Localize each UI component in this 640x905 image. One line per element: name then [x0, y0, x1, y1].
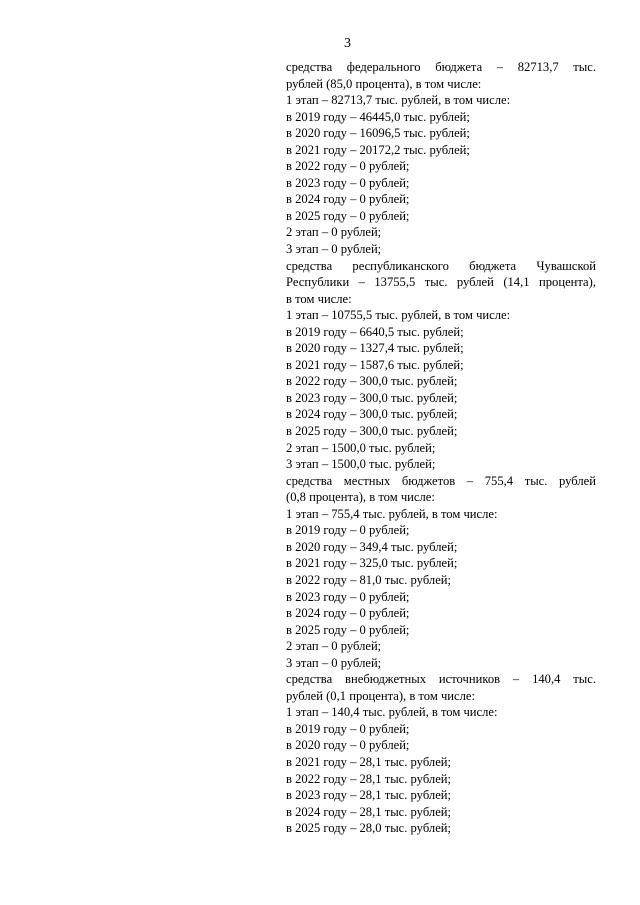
text-line: в 2020 году – 16096,5 тыс. рублей; [286, 126, 470, 141]
text-line: в 2020 году – 1327,4 тыс. рублей; [286, 341, 464, 356]
text-line: 3 этап – 1500,0 тыс. рублей; [286, 457, 436, 472]
text-line: в 2019 году – 0 рублей; [286, 523, 410, 538]
document-body [286, 59, 596, 837]
text-line: 2 этап – 1500,0 тыс. рублей; [286, 440, 436, 455]
text-line: в 2020 году – 349,4 тыс. рублей; [286, 539, 458, 554]
text-line: в 2022 году – 300,0 тыс. рублей; [286, 374, 458, 389]
text-line: в 2024 году – 0 рублей; [286, 606, 410, 621]
text-line: в 2024 году – 300,0 тыс. рублей; [286, 407, 458, 422]
text-line: в 2021 году – 325,0 тыс. рублей; [286, 556, 458, 571]
text-line: в 2022 году – 0 рублей; [286, 159, 410, 174]
text-line: 1 этап – 140,4 тыс. рублей, в том числе: [286, 705, 498, 720]
text-line: в 2019 году – 6640,5 тыс. рублей; [286, 324, 464, 339]
text-line: 3 этап – 0 рублей; [286, 242, 382, 257]
text-line: в 2023 году – 0 рублей; [286, 175, 410, 190]
text-line: средства местных бюджетов – 755,4 тыс. рублей [286, 473, 596, 488]
text-line: в 2024 году – 0 рублей; [286, 192, 410, 207]
page-number: 3 [344, 36, 351, 51]
text-line: в 2022 году – 81,0 тыс. рублей; [286, 572, 452, 587]
text-line: в 2023 году – 28,1 тыс. рублей; [286, 788, 452, 803]
text-line: (0,8 процента), в том числе: [286, 490, 435, 505]
text-line: в том числе: [286, 291, 352, 306]
text-line: в 2021 году – 1587,6 тыс. рублей; [286, 357, 464, 372]
text-line: рублей (0,1 процента), в том числе: [286, 688, 475, 703]
text-line: средства федерального бюджета – 82713,7 тыс. [286, 60, 596, 74]
text-line: в 2024 году – 28,1 тыс. рублей; [286, 804, 452, 819]
text-line: 2 этап – 0 рублей; [286, 639, 382, 654]
text-line: 1 этап – 755,4 тыс. рублей, в том числе: [286, 506, 498, 521]
text-line: в 2022 году – 28,1 тыс. рублей; [286, 771, 452, 786]
text-line: в 2021 году – 28,1 тыс. рублей; [286, 754, 452, 769]
text-line: средства внебюджетных источников – 140,4 тыс. [286, 672, 596, 687]
text-line: 1 этап – 10755,5 тыс. рублей, в том числе: [286, 308, 511, 323]
text-line: в 2025 году – 0 рублей; [286, 622, 410, 637]
text-line: в 2019 году – 0 рублей; [286, 721, 410, 736]
text-line: в 2025 году – 28,0 тыс. рублей; [286, 821, 452, 836]
text-line: в 2021 году – 20172,2 тыс. рублей; [286, 142, 470, 157]
text-line: 1 этап – 82713,7 тыс. рублей, в том числе: [286, 93, 511, 108]
text-line: 3 этап – 0 рублей; [286, 655, 382, 670]
text-line: рублей (85,0 процента), в том числе: [286, 76, 482, 91]
text-line: в 2023 году – 0 рублей; [286, 589, 410, 604]
text-line: в 2023 году – 300,0 тыс. рублей; [286, 390, 458, 405]
text-line: 2 этап – 0 рублей; [286, 225, 382, 240]
text-line: Республики – 13755,5 тыс. рублей (14,1 процента), [286, 275, 596, 290]
text-line: в 2025 году – 0 рублей; [286, 208, 410, 223]
text-line: в 2020 году – 0 рублей; [286, 738, 410, 753]
text-line: в 2025 году – 300,0 тыс. рублей; [286, 424, 458, 439]
text-line: в 2019 году – 46445,0 тыс. рублей; [286, 109, 470, 124]
text-line: средства республиканского бюджета Чувашской [286, 258, 596, 273]
